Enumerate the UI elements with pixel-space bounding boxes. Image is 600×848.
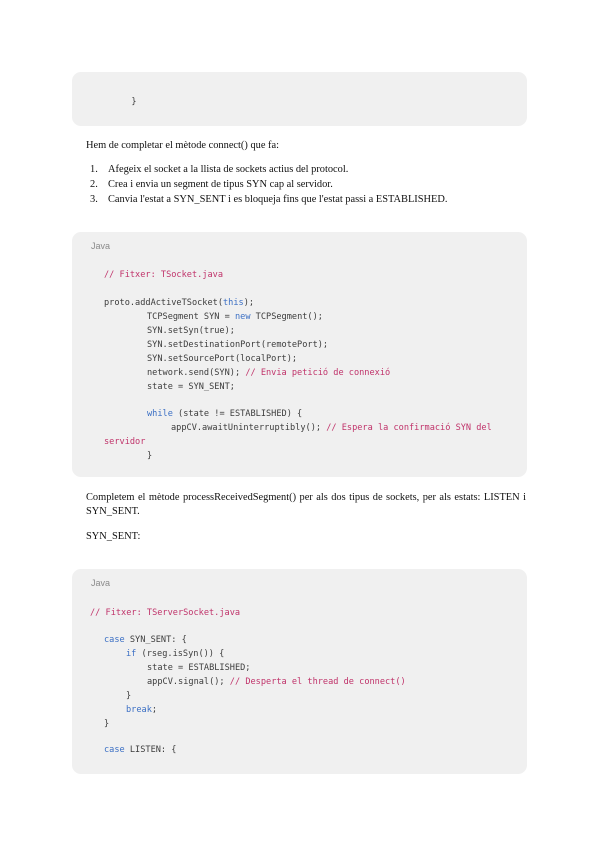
code-line: while (state != ESTABLISHED) { [147, 409, 303, 419]
code-line: if (rseg.isSyn()) { [126, 649, 225, 659]
list-number: 2. [90, 179, 98, 190]
list-text: Canvia l'estat a SYN_SENT i es bloqueja fins que l'estat passi a ESTABLISHED. [108, 194, 448, 205]
code-language-label: Java [91, 578, 111, 588]
code-line: state = ESTABLISHED; [147, 663, 251, 673]
code-line: } [147, 451, 153, 461]
code-block-top [72, 72, 527, 126]
list-item [90, 178, 333, 192]
code-comment: // Fitxer: TSocket.java [104, 270, 223, 280]
code-block-tserversocket [72, 569, 527, 774]
list-item [90, 193, 448, 207]
code-line: } [90, 97, 137, 107]
process-segment-paragraph: Completem el mètode processReceivedSegment() per als dos tipus de sockets, per als estats: LISTEN i SYN_SENT. [86, 492, 526, 517]
code-line: appCV.awaitUninterruptibly(); // Espera la confirmació SYN del [171, 423, 492, 433]
code-line: case LISTEN: { [104, 745, 177, 755]
list-number: 3. [90, 194, 98, 205]
code-line: SYN.setSyn(true); [147, 326, 235, 336]
list-text: Afegeix el socket a la llista de sockets actius del protocol. [108, 164, 349, 175]
code-line: case SYN_SENT: { [104, 635, 187, 645]
list-number: 1. [90, 164, 98, 175]
code-line: network.send(SYN); // Envia petició de connexió [147, 368, 391, 378]
code-line: } [104, 719, 110, 729]
code-line: servidor [104, 437, 146, 447]
list-text: Crea i envia un segment de tipus SYN cap al servidor. [108, 179, 333, 190]
intro-paragraph: Hem de completar el mètode connect() que fa: [86, 140, 280, 151]
syn-sent-label: SYN_SENT: [86, 531, 141, 542]
code-line: state = SYN_SENT; [147, 382, 235, 392]
code-line: SYN.setDestinationPort(remotePort); [147, 340, 329, 350]
code-line: break; [126, 705, 158, 715]
code-block-tsocket [72, 232, 527, 477]
code-line: } [126, 691, 132, 701]
code-language-label: Java [91, 241, 111, 251]
code-line: TCPSegment SYN = new TCPSegment(); [147, 312, 323, 322]
code-line: appCV.signal(); // Desperta el thread de connect() [147, 677, 406, 687]
code-line: proto.addActiveTSocket(this); [104, 298, 255, 308]
code-comment: // Fitxer: TServerSocket.java [90, 608, 241, 618]
code-line: SYN.setSourcePort(localPort); [147, 354, 298, 364]
list-item [90, 163, 348, 177]
